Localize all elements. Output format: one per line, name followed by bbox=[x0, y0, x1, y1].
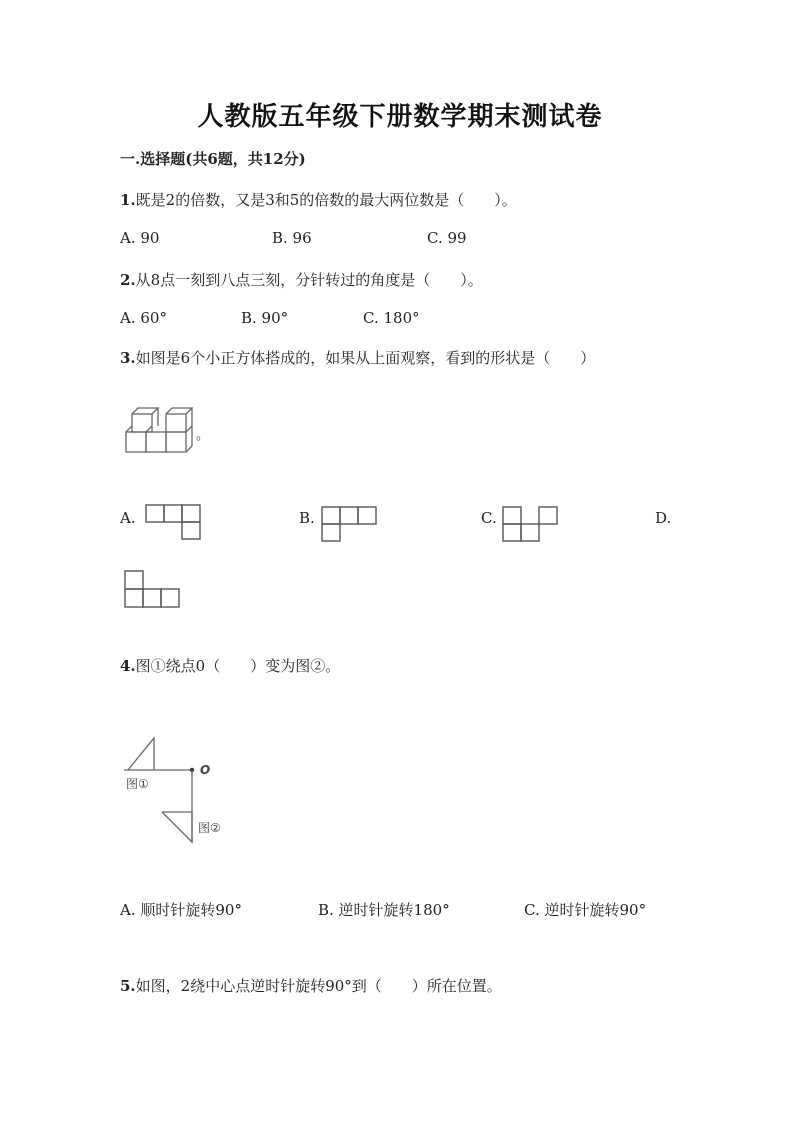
q1-option-b: B. 96 bbox=[272, 229, 312, 247]
q3-option-d-label: D. bbox=[655, 509, 672, 527]
q3-option-b-label: B. bbox=[299, 509, 315, 527]
q3-option-a-label: A. bbox=[120, 509, 136, 527]
q2-option-c: C. 180° bbox=[363, 309, 420, 327]
question-text: 既是2的倍数，又是3和5的倍数的最大两位数是（ ）。 bbox=[135, 191, 517, 209]
point-o-label: O bbox=[200, 763, 211, 777]
question-number: 3. bbox=[120, 349, 136, 367]
question-text: 如图，2绕中心点逆时针旋转90°到（ ）所在位置。 bbox=[135, 977, 502, 995]
fig2-label: 图② bbox=[198, 821, 221, 835]
question-number: 5. bbox=[120, 977, 136, 995]
rotation-figure bbox=[120, 730, 250, 845]
q2-option-b: B. 90° bbox=[241, 309, 289, 327]
q3-option-d-shape bbox=[124, 570, 180, 608]
question-text: 如图是6个小正方体搭成的，如果从上面观察，看到的形状是（ ） bbox=[135, 349, 596, 367]
q1-option-a: A. 90 bbox=[120, 229, 160, 247]
question-3 bbox=[120, 347, 595, 368]
q1-option-c: C. 99 bbox=[427, 229, 467, 247]
question-number: 2. bbox=[120, 271, 136, 289]
question-number: 4. bbox=[120, 657, 136, 675]
section-heading: 一.选择题(共6题，共12分) bbox=[120, 150, 306, 168]
q4-option-c: C. 逆时针旋转90° bbox=[524, 901, 647, 919]
question-text: 从8点一刻到八点三刻，分针转过的角度是（ ）。 bbox=[135, 271, 483, 289]
q2-option-a: A. 60° bbox=[120, 309, 167, 327]
q4-option-a: A. 顺时针旋转90° bbox=[120, 901, 242, 919]
q3-option-a-shape bbox=[145, 504, 201, 540]
question-number: 1. bbox=[120, 191, 136, 209]
q3-option-b-shape bbox=[321, 506, 377, 542]
question-2 bbox=[120, 269, 483, 290]
question-5 bbox=[120, 975, 502, 996]
q3-option-c-label: C. bbox=[481, 509, 497, 527]
q3-option-c-shape bbox=[502, 506, 558, 542]
question-text: 图①绕点0（ ）变为图②。 bbox=[135, 657, 341, 675]
figure-suffix: 。 bbox=[196, 428, 210, 443]
fig1-label: 图① bbox=[126, 777, 149, 791]
page-title: 人教版五年级下册数学期末测试卷 bbox=[197, 102, 603, 132]
question-1 bbox=[120, 189, 517, 210]
question-4 bbox=[120, 655, 340, 676]
q4-option-b: B. 逆时针旋转180° bbox=[318, 901, 450, 919]
